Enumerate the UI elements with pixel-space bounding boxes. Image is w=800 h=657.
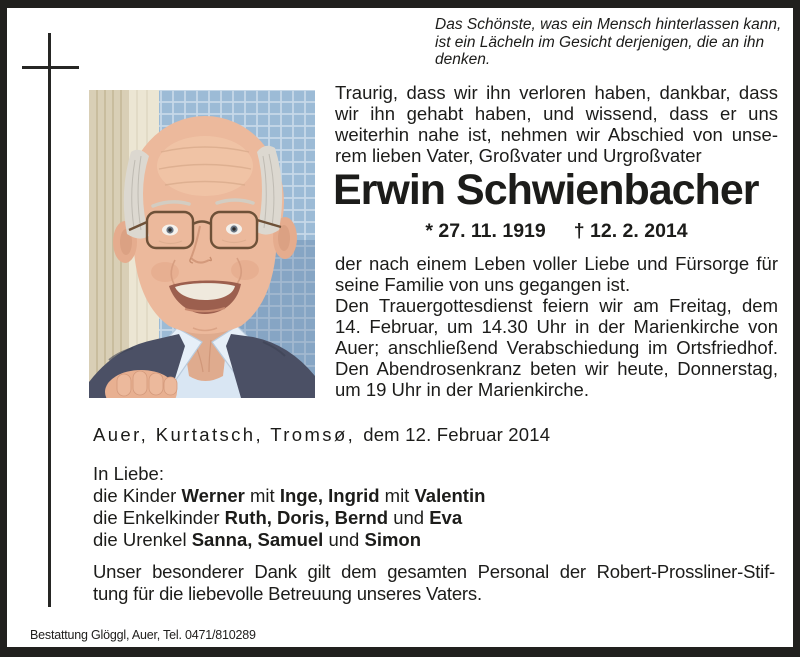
family-greatgrandchild-name: Sanna, Samuel <box>191 529 324 550</box>
dateline-places: Auer, Kurtatsch, Tromsø, <box>93 424 356 445</box>
birth-date: * 27. 11. 1919 <box>425 220 546 242</box>
thanks-line: Unser besonderer Dank gilt dem gesamten Personal der Robert-Prossliner-Stif- <box>93 561 775 582</box>
family-grandchildren-connector: und <box>388 507 430 528</box>
family-child-name: Inge, Ingrid <box>279 485 380 506</box>
family-grandchild-name: Eva <box>429 507 463 528</box>
cross-vertical-bar <box>48 33 51 607</box>
death-date: † 12. 2. 2014 <box>573 220 688 242</box>
intro-line: weiterhin nahe ist, nehmen wir Abschied von unse- <box>335 124 778 145</box>
family-children-connector: mit <box>379 485 415 506</box>
intro-line: rem lieben Vater, Großvater und Urgroßvater <box>335 145 702 166</box>
family-children-label: die Kinder <box>93 485 182 506</box>
family-child-name: Valentin <box>414 485 486 506</box>
family-greatgrandchildren-label: die Urenkel <box>93 529 192 550</box>
memorial-quote <box>435 16 785 69</box>
thanks-text <box>93 561 775 605</box>
funeral-home-info: Bestattung Glöggl, Auer, Tel. 0471/810289 <box>30 628 256 642</box>
portrait-photo <box>89 90 315 398</box>
announcement-line: Den Abendrosenkranz beten wir heute, Donnerstag, <box>335 358 778 379</box>
family-grandchildren-label: die Enkelkinder <box>93 507 225 528</box>
family-section <box>93 463 485 551</box>
intro-line: wir ihn gehabt haben, und wissend, dass er uns <box>335 103 778 124</box>
dateline <box>93 424 550 446</box>
cross-horizontal-bar <box>22 66 79 69</box>
memorial-quote-line: ist ein Lächeln im Gesicht derjenigen, die an ihn <box>435 33 765 51</box>
announcement-line: um 19 Uhr in der Marienkirche. <box>335 379 589 400</box>
family-children-connector: mit <box>244 485 280 506</box>
memorial-quote-line: denken. <box>435 51 491 68</box>
family-greatgrandchildren-line <box>93 529 485 551</box>
family-children-line <box>93 485 485 507</box>
family-child-name: Werner <box>181 485 245 506</box>
announcement-line: der nach einem Leben voller Liebe und Fürsorge für <box>335 253 778 274</box>
family-grandchild-name: Ruth, Doris, Bernd <box>224 507 389 528</box>
family-greatgrandchild-name: Simon <box>364 529 422 550</box>
announcement-line: 14. Februar, um 14.30 Uhr in der Marienkirche von <box>335 316 778 337</box>
announcement-line: seine Familie von uns gegangen ist. <box>335 274 631 295</box>
thanks-line: tung für die liebevolle Betreuung unseres Vaters. <box>93 583 482 604</box>
intro-line: Traurig, dass wir ihn verloren haben, dankbar, dass <box>335 82 778 103</box>
announcement-line: Den Trauergottesdienst feiern wir am Freitag, dem <box>335 295 778 316</box>
announcement-text <box>335 253 778 400</box>
family-greatgrandchildren-connector: und <box>323 529 365 550</box>
life-dates <box>335 220 778 243</box>
family-grandchildren-line <box>93 507 485 529</box>
memorial-quote-line: Das Schönste, was ein Mensch hinterlassen kann, <box>435 16 782 33</box>
dateline-date: dem 12. Februar 2014 <box>363 424 551 445</box>
deceased-name: Erwin Schwienbacher <box>333 166 759 214</box>
announcement-line: Auer; anschließend Verabschiedung im Ortsfriedhof. <box>335 337 778 358</box>
family-heading: In Liebe: <box>93 463 164 484</box>
intro-text <box>335 82 778 166</box>
